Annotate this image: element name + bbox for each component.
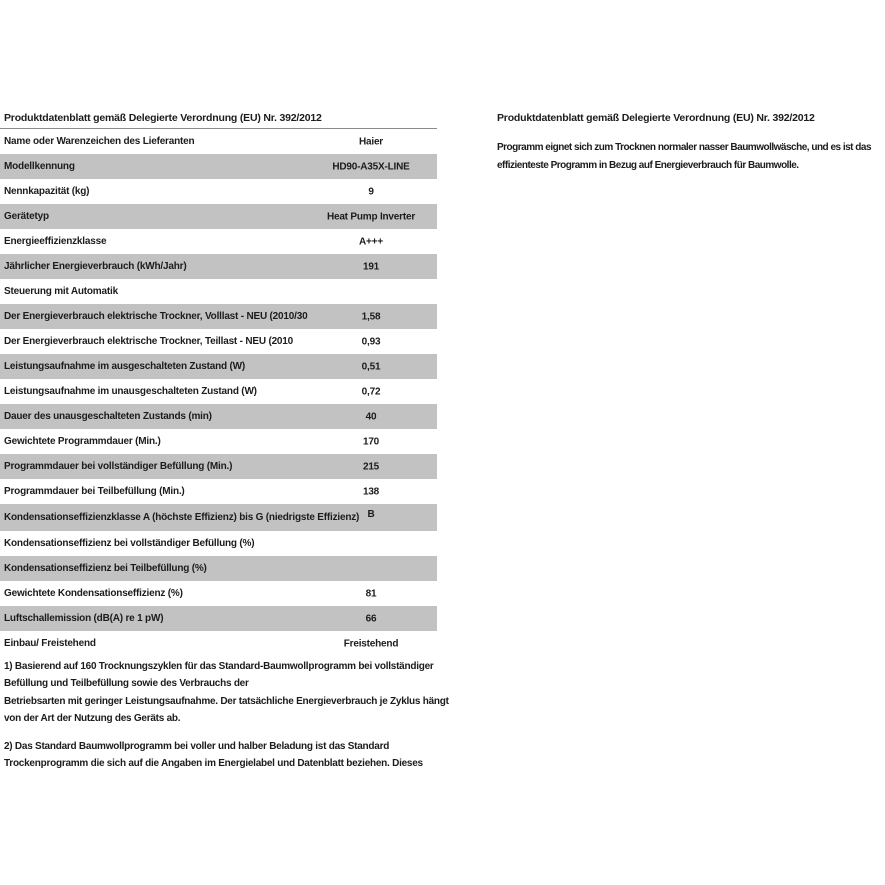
description-line: Programm eignet sich zum Trocknen normaler nasser Baumwollwäsche, und es ist das (497, 142, 872, 153)
table-row (0, 304, 437, 329)
row-value: 1,58 (361, 311, 381, 322)
row-label: Kondensationseffizienz bei vollständiger Befüllung (%) (4, 537, 255, 549)
table-row (0, 154, 437, 179)
footnote-line: von der Art der Nutzung des Geräts ab. (4, 713, 181, 725)
table-row (0, 606, 437, 631)
row-value: 0,93 (361, 336, 381, 347)
table-row (0, 531, 437, 556)
row-value: B (367, 509, 375, 520)
table-row (0, 354, 437, 379)
footnote-line: Befüllung und Teilbefüllung sowie des Verbrauchs der (4, 678, 249, 690)
table-row (0, 279, 437, 304)
row-label: Gewichtete Kondensationseffizienz (%) (4, 587, 183, 599)
table-row (0, 379, 437, 404)
row-value: 170 (362, 436, 380, 447)
row-value: HD90-A35X-LINE (332, 161, 410, 172)
row-value: 0,72 (361, 386, 381, 397)
row-value: A+++ (359, 236, 383, 247)
footnote-line: Trockenprogramm die sich auf die Angaben im Energielabel und Datenblatt beziehen. Dieses (4, 758, 423, 770)
row-label: Programmdauer bei vollständiger Befüllung (Min.) (4, 460, 233, 472)
row-value: 191 (362, 261, 380, 272)
row-label: Jährlicher Energieverbrauch (kWh/Jahr) (4, 260, 187, 272)
table-row (0, 556, 437, 581)
row-value: 138 (362, 486, 380, 497)
table-row (0, 329, 437, 354)
row-label: Kondensationseffizienz bei Teilbefüllung (%) (4, 562, 207, 574)
footnote-line: Betriebsarten mit geringer Leistungsaufnahme. Der tatsächliche Energieverbrauch je Zyklus hängt (4, 695, 449, 707)
table-row (0, 429, 437, 454)
table-row (0, 404, 437, 429)
row-label: Gewichtete Programmdauer (Min.) (4, 435, 161, 447)
row-label: Dauer des unausgeschalteten Zustands (min) (4, 410, 212, 422)
row-label: Leistungsaufnahme im unausgeschalteten Zustand (W) (4, 385, 257, 397)
description-line: effizienteste Programm in Bezug auf Energieverbrauch für Baumwolle. (497, 159, 799, 171)
row-label: Energieeffizienzklasse (4, 235, 107, 247)
table-title: Produktdatenblatt gemäß Delegierte Verordnung (EU) Nr. 392/2012 (0, 112, 437, 129)
row-value: Heat Pump Inverter (326, 211, 416, 222)
row-value: Haier (358, 136, 383, 147)
table-row (0, 254, 437, 279)
row-label: Steuerung mit Automatik (4, 285, 118, 297)
row-label: Luftschallemission (dB(A) re 1 pW) (4, 612, 164, 624)
row-value: 0,51 (361, 361, 381, 372)
footnotes (4, 658, 464, 772)
row-label: Einbau/ Freistehend (4, 637, 96, 649)
spec-table (0, 129, 437, 656)
spec-table-section (0, 112, 437, 656)
row-label: Programmdauer bei Teilbefüllung (Min.) (4, 485, 185, 497)
row-label: Der Energieverbrauch elektrische Trockner, Teillast - NEU (2010 (4, 335, 294, 347)
table-row (0, 454, 437, 479)
row-label: Der Energieverbrauch elektrische Trockner, Volllast - NEU (2010/30 (4, 310, 308, 322)
row-value: 81 (365, 588, 377, 599)
footnote-line: 2) Das Standard Baumwollprogramm bei voller und halber Beladung ist das Standard (4, 740, 390, 752)
table-row (0, 229, 437, 254)
row-label: Leistungsaufnahme im ausgeschalteten Zustand (W) (4, 360, 245, 372)
row-label: Name oder Warenzeichen des Lieferanten (4, 135, 195, 147)
table-row (0, 504, 437, 531)
row-label: Gerätetyp (4, 210, 49, 222)
table-row (0, 479, 437, 504)
program-description (497, 139, 885, 174)
footnote-2 (4, 738, 464, 773)
footnote-line: 1) Basierend auf 160 Trocknungszyklen für das Standard-Baumwollprogramm bei vollständiger (4, 661, 434, 672)
row-value: 215 (362, 461, 380, 472)
right-title: Produktdatenblatt gemäß Delegierte Verordnung (EU) Nr. 392/2012 (497, 112, 815, 124)
row-value: 9 (368, 186, 374, 197)
row-label: Kondensationseffizienzklasse A (höchste Effizienz) bis G (niedrigste Effizienz) (4, 511, 360, 523)
table-row (0, 129, 437, 154)
program-info-section (497, 112, 885, 174)
table-row (0, 581, 437, 606)
table-row (0, 179, 437, 204)
footnote-1 (4, 658, 464, 728)
row-value: 40 (365, 411, 377, 422)
row-value: Freistehend (343, 638, 399, 649)
row-label: Modellkennung (4, 160, 75, 172)
row-label: Nennkapazität (kg) (4, 185, 90, 197)
table-row (0, 204, 437, 229)
row-value: 66 (365, 613, 377, 624)
table-row (0, 631, 437, 656)
